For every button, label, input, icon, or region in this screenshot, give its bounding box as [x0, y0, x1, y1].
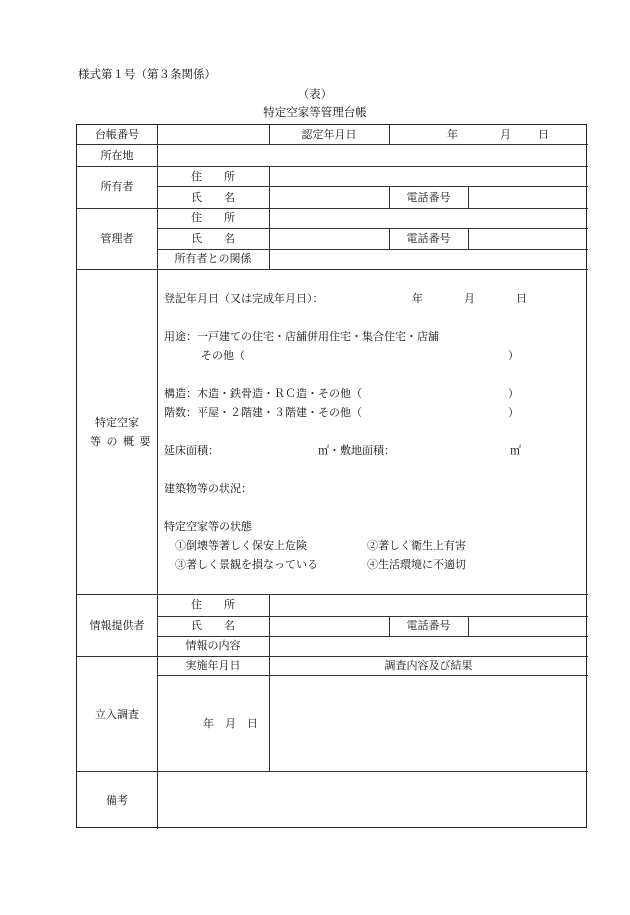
building-status-label: 建築物等の状況：: [164, 482, 252, 495]
location-label: 所在地: [100, 149, 134, 162]
ledger-number-label: 台帳番号: [95, 128, 139, 141]
manager-relation-label: 所有者との関係: [174, 252, 252, 265]
state-option-1: ①倒壊等著しく保安上危険: [175, 539, 307, 552]
inspection-label: 立入調査: [95, 708, 139, 721]
inspection-date-line: 年 月 日: [203, 717, 258, 730]
site-area-unit: ㎡: [510, 444, 521, 457]
state-option-4: ④生活環境に不適切: [367, 558, 466, 571]
informant-label: 情報提供者: [89, 619, 145, 632]
form-number: 様式第１号（第３条関係）: [78, 67, 216, 81]
manager-address-label: 住 所: [191, 211, 235, 224]
informant-phone-label: 電話番号: [406, 619, 451, 632]
informant-address-label: 住 所: [191, 598, 235, 611]
floor-area-unit: ㎡・敷地面積：: [318, 444, 395, 457]
informant-info-label: 情報の内容: [185, 639, 241, 652]
cert-date-label: 認定年月日: [301, 128, 357, 141]
owner-phone-label: 電話番号: [406, 191, 451, 204]
use-line2: その他（: [201, 349, 245, 362]
owner-name-label: 氏 名: [191, 191, 235, 204]
state-option-3: ③著しく景観を損なっている: [175, 558, 318, 571]
cert-month: 月: [500, 128, 511, 141]
vacant-house-state-label: 特定空家等の状態: [164, 520, 252, 533]
structure-label: 構造：木造・鉄骨造・ＲＣ造・その他（: [164, 387, 362, 400]
manager-phone-label: 電話番号: [406, 232, 451, 245]
registration-day: 日: [516, 292, 527, 305]
page-title: 特定空家等管理台帳: [263, 105, 367, 119]
floors-close-paren: ）: [508, 406, 519, 419]
owner-label: 所有者: [100, 180, 134, 193]
registration-year: 年: [412, 292, 423, 305]
floors-label: 階数：平屋・２階建・３階建・その他（: [164, 406, 362, 419]
floor-area-label: 延床面積：: [164, 444, 219, 457]
cert-year: 年: [447, 128, 458, 141]
owner-address-label: 住 所: [191, 170, 235, 183]
inspection-result-header: 調査内容及び結果: [384, 659, 473, 672]
inspection-date-header: 実施年月日: [185, 659, 241, 672]
remarks-label: 備考: [106, 794, 128, 807]
overview-label-line1: 特定空家: [95, 416, 139, 429]
manager-name-label: 氏 名: [191, 232, 235, 245]
use-close-paren: ）: [508, 349, 519, 362]
overview-label-line2: 等の概要: [90, 435, 156, 448]
structure-close-paren: ）: [508, 387, 519, 400]
registration-month: 月: [464, 292, 475, 305]
ledger-table: [76, 124, 587, 828]
manager-label: 管理者: [100, 232, 134, 245]
informant-name-label: 氏 名: [191, 619, 235, 632]
cert-day: 日: [538, 128, 549, 141]
registration-date-label: 登記年月日（又は完成年月日）：: [164, 292, 324, 305]
use-line1: 用途：一戸建ての住宅・店舗併用住宅・集合住宅・店舗: [164, 330, 439, 343]
state-option-2: ②著しく衛生上有害: [367, 539, 466, 552]
side-label: （表）: [297, 87, 333, 101]
